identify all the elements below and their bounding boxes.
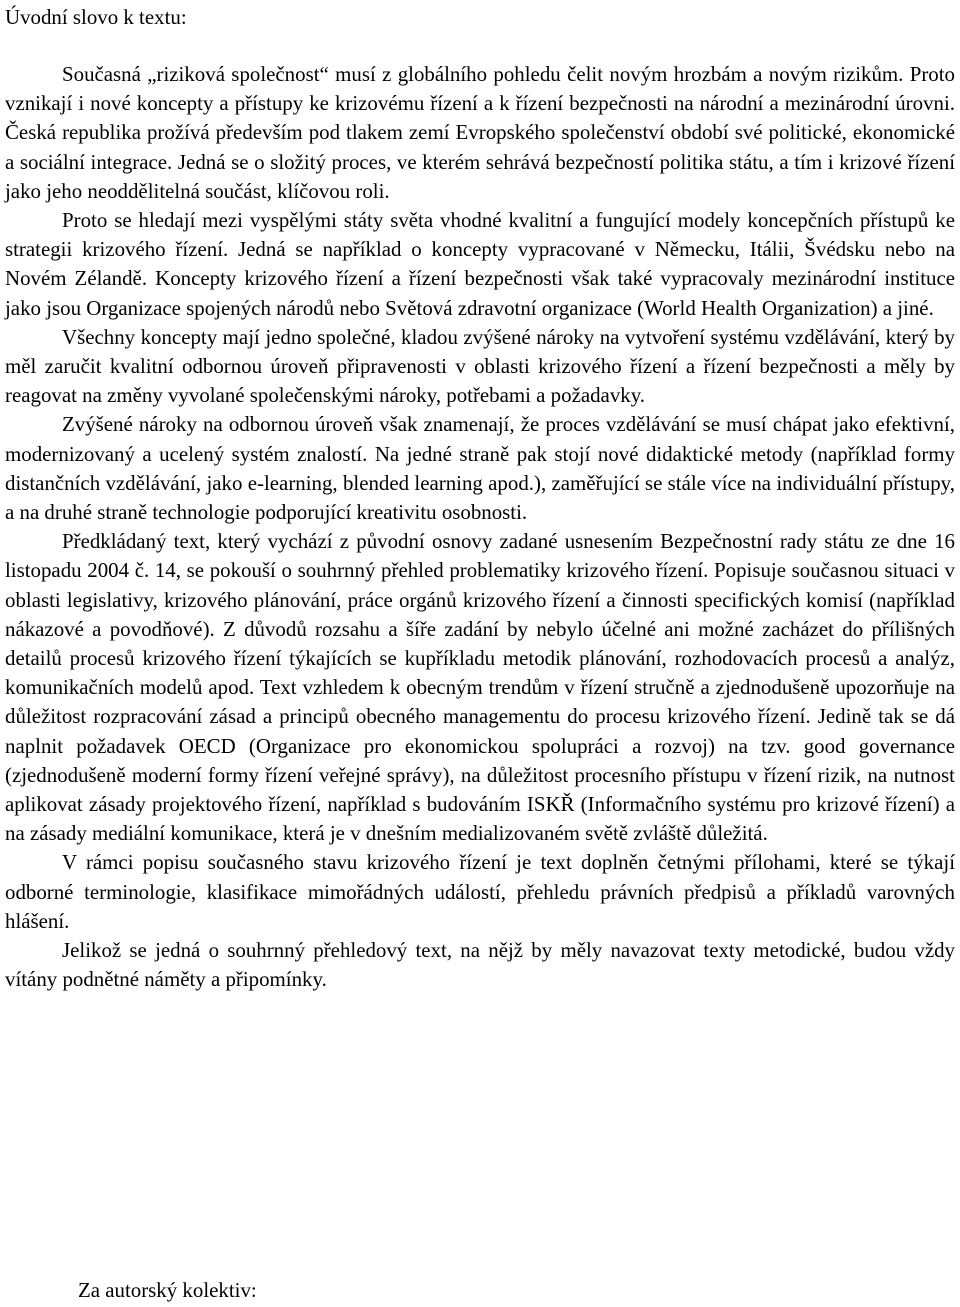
document-body [5,60,955,995]
paragraph-3: Všechny koncepty mají jedno společné, kladou zvýšené nároky na vytvoření systému vzdělávání, který by měl zaručit kvalitní odbornou úroveň připravenosti v oblasti krizového řízení a řízení bezpečnosti a měly by reagovat na změny vyvolané společenskými nároky, potřebami a požadavky. [5,324,955,408]
paragraph-7: Jelikož se jedná o souhrnný přehledový text, na nějž by měly navazovat texty metodické, budou vždy vítány podnětné náměty a připomínky. [5,938,955,992]
paragraph-5: Předkládaný text, který vychází z původní osnovy zadané usnesením Bezpečnostní rady státu ze dne 16 listopadu 2004 č. 14, se pokouší o souhrnný přehled problematiky krizového řízení. Popisuje současnou situaci v oblasti legislativy, krizového plánování, práce orgánů krizového řízení a činnosti specifických komisí (například nákazové a povodňové). Z důvodů rozsahu a šíře zadání by nebylo účelné ani možné zacházet do přílišných detailů procesů krizového řízení týkajících se kupříkladu metodik plánování, rozhodovacích procesů a analýz, komunikačních modelů apod. Text vzhledem k obecným trendům v řízení stručně a zjednodušeně upozorňuje na důležitost rozpracování zásad a principů obecného managementu do procesu krizového řízení. Jedině tak se dá naplnit požadavek OECD (Organizace pro ekonomickou spolupráci a rozvoj) na tzv. good governance (zjednodušeně moderní formy řízení veřejné správy), na důležitost procesního přístupu v řízení rizik, na nutnost aplikovat zásady projektového řízení, například s budováním ISKŘ (Informačního systému pro krizové řízení) a na zásady mediální komunikace, která je v dnešním medializovaném světě zvláště důležitá. [5,529,955,846]
paragraph-6: V rámci popisu současného stavu krizového řízení je text doplněn četnými přílohami, které se týkají odborné terminologie, klasifikace mimořádných událostí, přehledu právních předpisů a příkladů varovných hlášení. [5,850,955,933]
paragraph-4: Zvýšené nároky na odbornou úroveň však znamenají, že proces vzdělávání se musí chápat jako efektivní, modernizovaný a ucelený systém znalostí. Na jedné straně pak stojí nové didaktické metody (například formy distančních vzdělávání, jako e-learning, blended learning apod.), zaměřující se stále více na individuální přístupy, a na druhé straně technologie podporující kreativitu osobnosti. [5,412,955,525]
paragraph-2: Proto se hledají mezi vyspělými státy světa vhodné kvalitní a fungující modely koncepčních přístupů ke strategii krizového řízení. Jedná se například o koncepty vypracované v Německu, Itálii, Švédsku nebo na Novém Zélandě. Koncepty krizového řízení a řízení bezpečnosti však také vypracovaly mezinárodní instituce jako jsou Organizace spojených národů nebo Světová zdravotní organizace (World Health Organization) a jiné. [5,208,955,320]
document-heading: Úvodní slovo k textu: [5,5,187,29]
paragraph-1: Současná „riziková společnost“ musí z globálního pohledu čelit novým hrozbám a novým rizikům. Proto vznikají i nové koncepty a přístupy ke krizovému řízení a k řízení bezpečnosti na národní a mezinárodní úrovni. Česká republika prožívá především pod tlakem zemí Evropského společenství období své politické, ekonomické a sociální integrace. Jedná se o složitý proces, ve kterém sehrává bezpečností politika státu, a tím i krizové řízení jako jeho neoddělitelná součást, klíčovou roli. [5,62,955,203]
signature-line: Za autorský kolektiv: [78,1278,257,1302]
